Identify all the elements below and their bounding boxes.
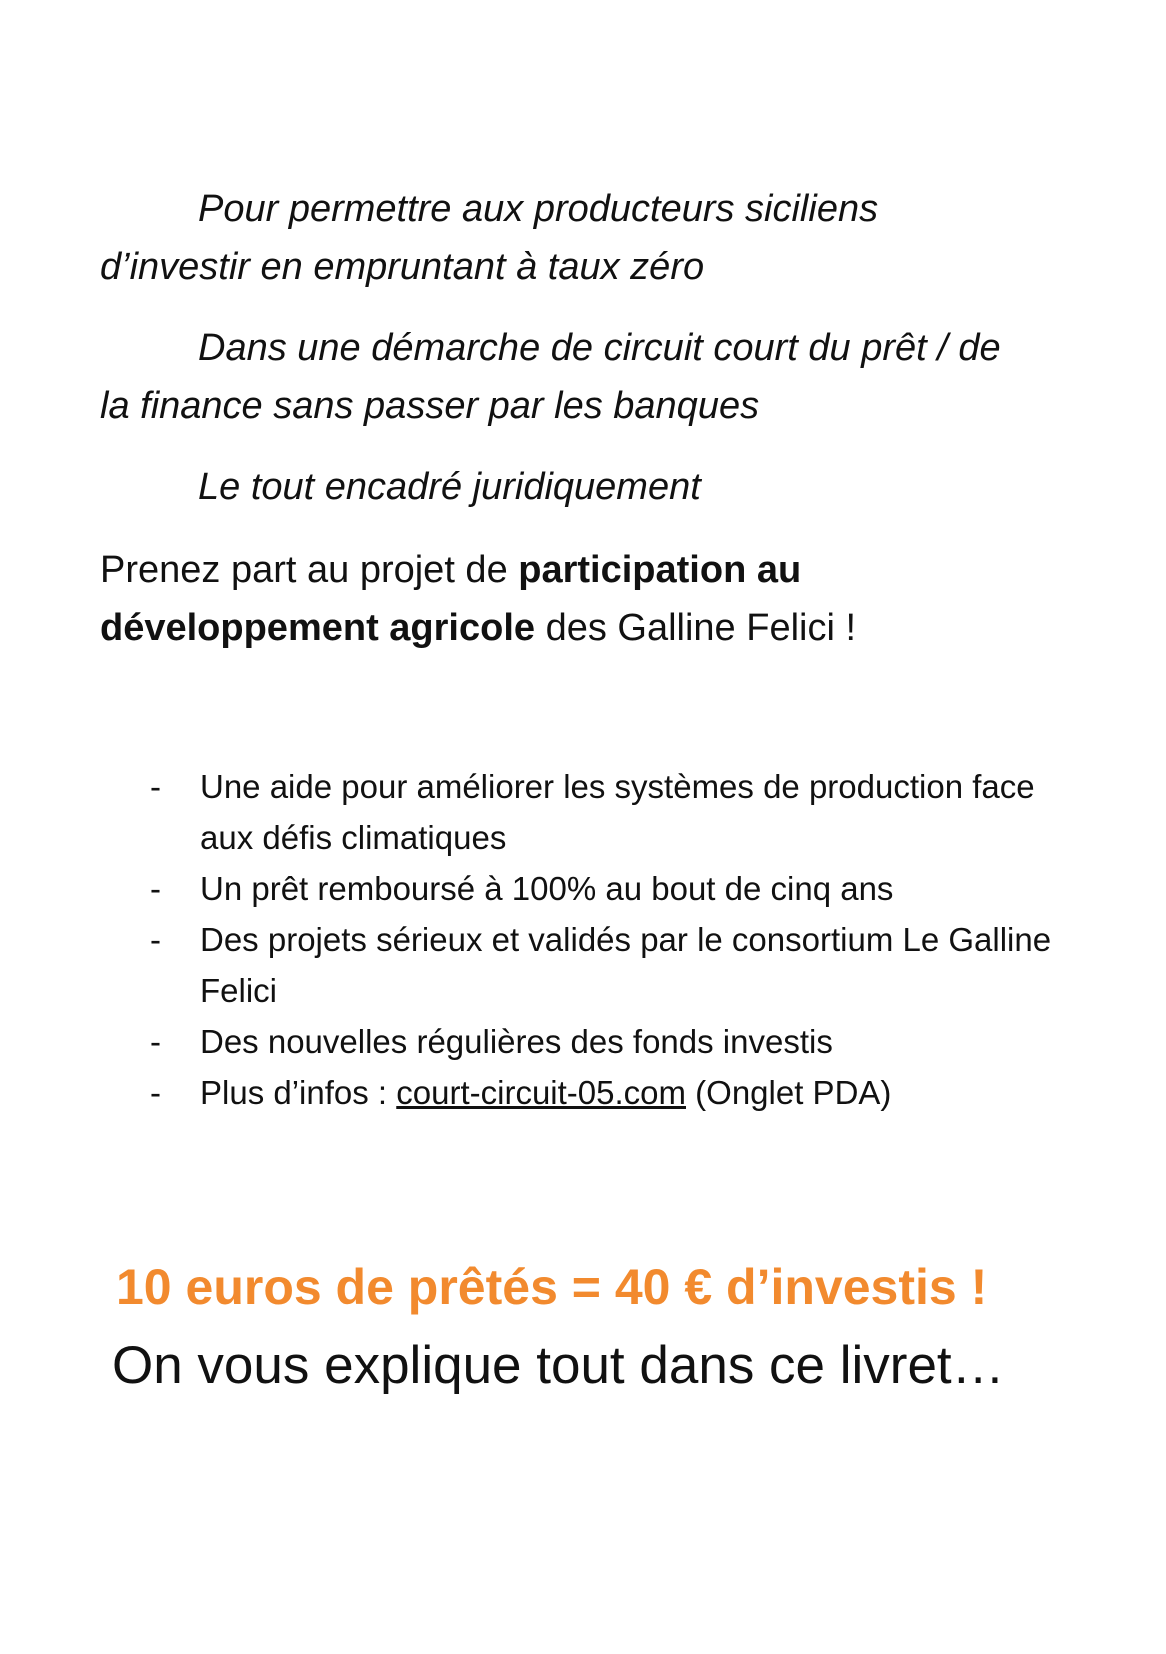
intro-2-line-1: Dans une démarche de circuit court du prêt / de [198, 327, 1001, 369]
list-item [100, 761, 1060, 863]
lead-paragraph [100, 541, 1060, 657]
dash-bullet: - [150, 768, 161, 805]
intro-2-line-2: la finance sans passer par les banques [100, 385, 760, 427]
dash-bullet: - [150, 1074, 161, 1111]
intro-paragraph-1 [100, 180, 1060, 296]
list-item-info [100, 1067, 1060, 1118]
list-item-text: Un prêt remboursé à 100% au bout de cinq ans [200, 870, 894, 907]
lead-bold: participation au développement agricole [100, 549, 802, 649]
list-item-text: Une aide pour améliorer les systèmes de production face aux défis climatiques [200, 768, 1035, 856]
lead-after: des Galline Felici ! [535, 607, 857, 649]
list-item-text: Des projets sérieux et validés par le consortium Le Galline Felici [200, 921, 1052, 1009]
intro-1-line-2: d’investir en empruntant à taux zéro [100, 246, 705, 288]
explain-line: On vous explique tout dans ce livret… [112, 1336, 1005, 1395]
intro-3-line-1: Le tout encadré juridiquement [198, 466, 701, 508]
list-item [100, 863, 1060, 914]
intro-paragraph-2 [100, 319, 1060, 435]
dash-bullet: - [150, 870, 161, 907]
website-link[interactable]: court-circuit-05.com [396, 1074, 686, 1111]
intro-paragraph-3 [100, 458, 1060, 516]
dash-bullet: - [150, 1023, 161, 1060]
intro-1-line-1: Pour permettre aux producteurs siciliens [198, 188, 879, 230]
benefits-list [100, 761, 1060, 1118]
list-item-text: Des nouvelles régulières des fonds investis [200, 1023, 833, 1060]
list-item [100, 1016, 1060, 1067]
offer-headline: 10 euros de prêtés = 40 € d’investis ! [116, 1259, 988, 1315]
info-suffix: (Onglet PDA) [686, 1074, 892, 1111]
dash-bullet: - [150, 921, 161, 958]
list-item [100, 914, 1060, 1016]
lead-before: Prenez part au projet de [100, 549, 519, 591]
info-prefix: Plus d’infos : [200, 1074, 397, 1111]
